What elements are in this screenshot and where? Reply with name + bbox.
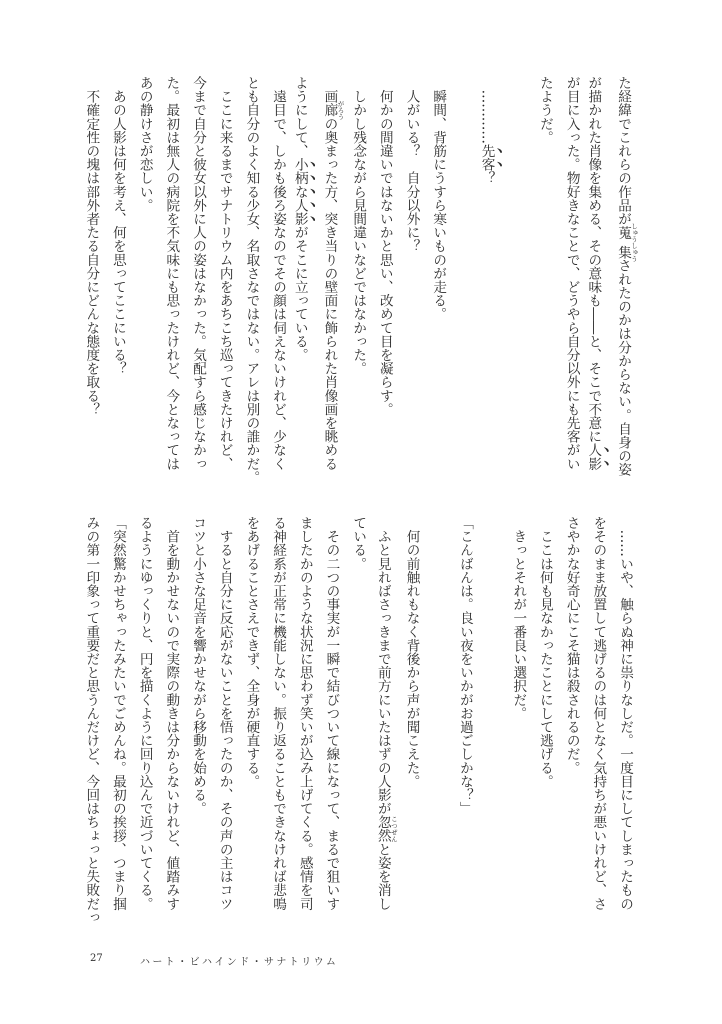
- text-segment: と姿を消し: [374, 842, 391, 911]
- text-segment: ここに来るまでサナトリウム内をあちこち巡ってきたけれど、: [216, 76, 233, 471]
- text-segment: 遠目で、しかも後ろ姿なのでその顔は伺えないけれど、少なく: [270, 76, 287, 471]
- text-segment: た経緯でこれらの作品が: [615, 76, 631, 226]
- text-line: [291, 516, 318, 928]
- text-segment: 今まで自分と彼女以外に人の姿はなかった。気配すら感じなかっ: [190, 76, 206, 471]
- text-line: [425, 76, 452, 488]
- text-segment: ようにして、: [291, 76, 308, 158]
- text-segment: あの人影は何を考え、何を思ってここにいる？: [109, 76, 126, 376]
- text-segment: ましたかのような状況に思わず笑いが込み上げてくる。感情を司: [296, 516, 313, 911]
- text-segment: すると自分に反応がないことを悟ったのか、その声の主はコツ: [216, 516, 233, 911]
- text-line: [158, 76, 185, 488]
- ruby-base: 蒐集: [615, 222, 631, 262]
- text-line: [184, 76, 211, 488]
- text-segment: されたのかは分からない。自身の姿: [615, 258, 631, 477]
- text-line: [611, 76, 638, 488]
- text-line: [184, 516, 211, 928]
- text-segment: 「突然驚かせちゃったみたいでごめんね。最初の挨拶、つまり掴: [109, 516, 126, 911]
- text-segment: あの静けさが恋しい。: [136, 76, 153, 212]
- text-line: [291, 76, 318, 488]
- text-line: [558, 516, 585, 928]
- text-segment: 不確定性の塊は部外者たる自分にどんな態度を取る？: [83, 76, 100, 416]
- text-segment: ？: [478, 171, 495, 185]
- text-segment: る神経系が正常に機能しない。振り返ることもできなければ悲鳴: [270, 516, 287, 911]
- text-segment: 瞬間、背筋にうすら寒いものが走る。: [430, 76, 447, 321]
- text-line: [451, 516, 478, 928]
- running-title: ハート・ビハインド・サナトリウム: [140, 957, 339, 968]
- furigana: がろう: [336, 100, 345, 120]
- text-line: [505, 516, 532, 928]
- emphasized-text: 人影: [585, 443, 602, 471]
- blank-line: [425, 516, 452, 928]
- text-line: [158, 516, 185, 928]
- page-number: 27: [90, 953, 103, 964]
- text-segment: がそこに立っている。: [291, 225, 308, 362]
- text-line: [318, 76, 345, 488]
- text-line: [558, 76, 585, 488]
- text-segment: が目に入った。物好きなことで、どうやら自分以外にも先客がい: [563, 76, 580, 471]
- text-segment: ている。: [350, 516, 367, 571]
- text-segment: をあげることさえできず、全身が硬直する。: [243, 516, 260, 788]
- text-segment: みの第一印象って重要だと思うんだけど、今回はちょっと失敗だっ: [83, 516, 100, 924]
- text-segment: さやかな好奇心にこそ猫は殺されるのだ。: [563, 516, 580, 775]
- text-line: [238, 76, 265, 488]
- text-segment: 何の前触れもなく背後から声が聞こえた。: [403, 516, 420, 788]
- text-line: [131, 516, 158, 928]
- text-line: [371, 516, 398, 928]
- text-segment: 「こんばんは。良い夜をいかがお過ごしかな？」: [456, 516, 473, 816]
- furigana: しゅうしゅう: [630, 222, 638, 262]
- text-segment: …………: [478, 76, 495, 144]
- text-segment: コツと小さな足音を響かせながら移動を始める。: [190, 516, 206, 816]
- text-line: [531, 516, 558, 928]
- text-line: [398, 76, 425, 488]
- text-line: [131, 76, 158, 488]
- text-line: [264, 76, 291, 488]
- text-line: [104, 516, 131, 928]
- ruby-annotated-word: [321, 100, 345, 120]
- text-segment: ……いや、触らぬ神に祟りなしだ。一度目にしてしまったもの: [617, 516, 633, 911]
- text-segment: るようにゆっくりと、円を描くように回り込んで近づいてくる。: [136, 516, 153, 911]
- text-line: [611, 516, 638, 928]
- text-segment: その二つの事実が一瞬で結びついて線になって、まるで狙いす: [323, 516, 340, 911]
- ruby-annotated-word: [374, 815, 398, 843]
- text-segment: 人がいる？ 自分以外に？: [403, 76, 420, 253]
- text-segment: とも自分のよく知る少女、名取さなではない。アレは別の誰かだ。: [243, 76, 260, 484]
- text-segment: きっとそれが一番良い選択だ。: [510, 516, 527, 720]
- text-segment: をそのまま放置して逃げるのは何となく気持ちが悪いけれど、さ: [590, 516, 607, 911]
- ruby-base: 忽然: [374, 815, 391, 843]
- furigana: こつぜん: [389, 815, 398, 843]
- emphasized-text: 先客: [478, 143, 495, 172]
- text-line: [78, 76, 105, 488]
- text-line: [398, 516, 425, 928]
- lower-text-block: [78, 516, 638, 928]
- upper-text-block: [78, 76, 638, 488]
- text-segment: ふと見ればさっきまで前方にいたはずの人影が: [374, 516, 391, 816]
- text-line: [238, 516, 265, 928]
- text-segment: の奥まった方、突き当りの壁面に飾られた肖像画を眺める: [321, 116, 338, 471]
- text-segment: たようだ。: [536, 76, 553, 144]
- ruby-annotated-word: [615, 222, 638, 262]
- text-line: [344, 76, 371, 488]
- text-segment: 首を動かせないので実際の動きは分からないけれど、値踏みす: [163, 516, 180, 911]
- text-segment: ここは何も見なかったことにして逃げる。: [536, 516, 553, 788]
- text-line: [585, 76, 612, 488]
- text-line: [585, 516, 612, 928]
- text-segment: 何かの間違いではないかと思い、改めて目を凝らす。: [376, 76, 393, 416]
- text-line: [78, 516, 105, 928]
- text-segment: が描かれた肖像を集める、その意味も――と、そこで不意に: [585, 76, 602, 444]
- text-line: [211, 76, 238, 488]
- text-segment: 画: [321, 76, 338, 104]
- blank-line: [505, 76, 532, 488]
- blank-line: [478, 516, 505, 928]
- text-line: [371, 76, 398, 488]
- text-line: [104, 76, 131, 488]
- text-line: [531, 76, 558, 488]
- text-line: [478, 76, 505, 488]
- text-line: [264, 516, 291, 928]
- ruby-base: 廊: [321, 100, 338, 120]
- text-segment: た。最初は無人の病院を不気味にも思ったけれど、今となっては: [163, 76, 180, 471]
- text-line: [344, 516, 371, 928]
- text-line: [211, 516, 238, 928]
- emphasized-text: 小柄な人影: [291, 157, 308, 226]
- text-segment: しかし残念ながら見間違いなどではなかった。: [350, 76, 367, 376]
- text-line: [318, 516, 345, 928]
